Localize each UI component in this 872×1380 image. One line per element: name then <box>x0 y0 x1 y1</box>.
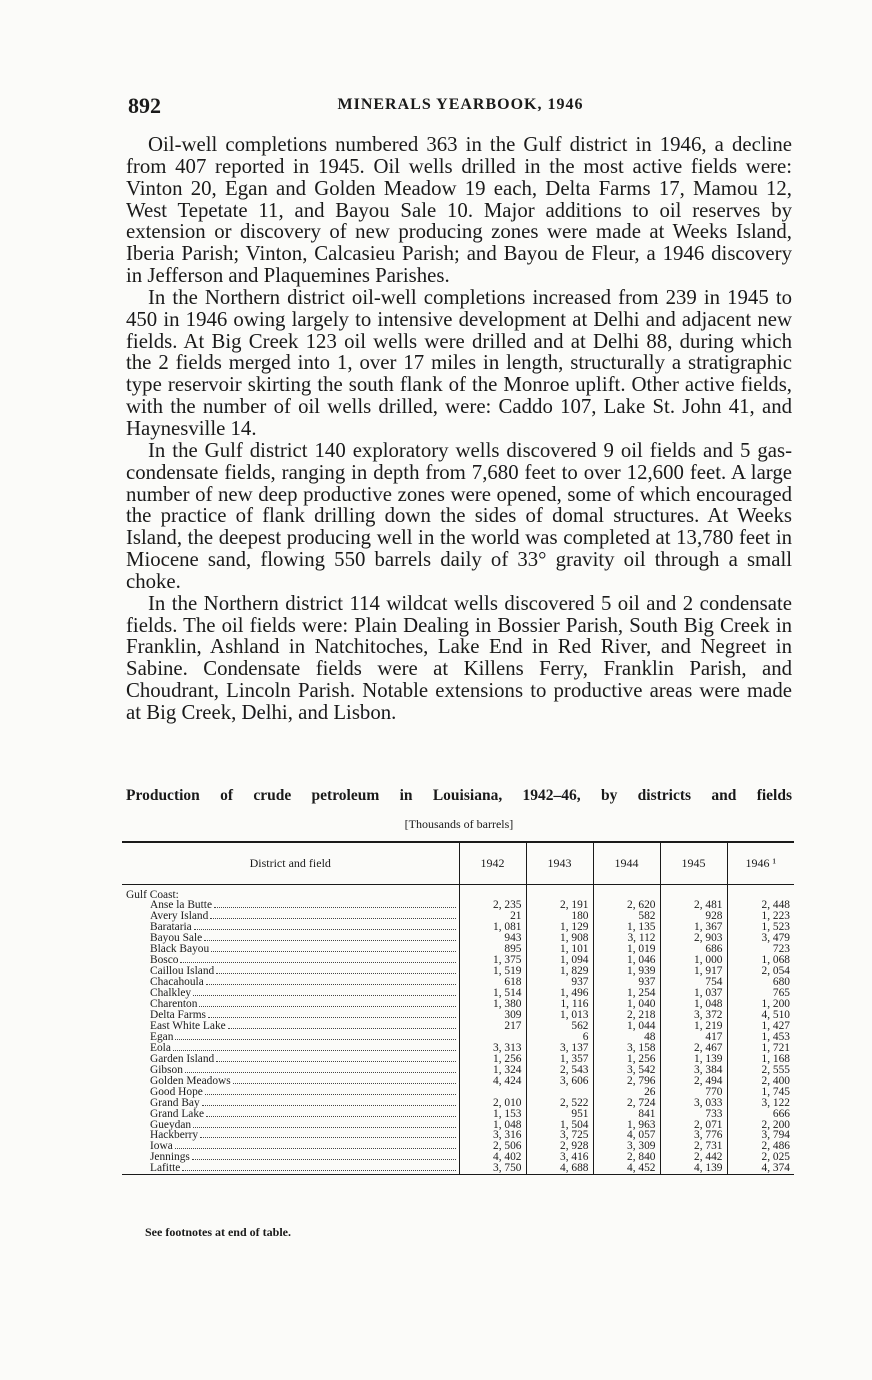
group-label: Gulf Coast: <box>126 888 179 901</box>
value-cell: 4, 139 <box>660 1163 727 1174</box>
value-cell: 2, 025 <box>727 1152 794 1163</box>
field-name: Iowa <box>150 1141 173 1153</box>
dot-leader <box>228 1028 456 1029</box>
field-name-cell <box>122 1120 459 1131</box>
field-name: Hackberry <box>150 1130 199 1142</box>
dot-leader <box>200 1137 455 1138</box>
value-cell: 765 <box>727 988 794 999</box>
value-cell: 1, 040 <box>593 999 660 1010</box>
body-text <box>126 134 792 724</box>
dot-leader <box>185 1072 456 1073</box>
value-cell: 1, 046 <box>593 955 660 966</box>
value-cell: 3, 750 <box>459 1163 526 1174</box>
field-name: Chacahoula <box>150 977 204 989</box>
value-cell: 3, 316 <box>459 1130 526 1141</box>
field-name-cell <box>122 922 459 933</box>
value-cell: 1, 256 <box>459 1054 526 1065</box>
dot-leader <box>175 1039 455 1040</box>
value-cell: 1, 116 <box>526 999 593 1010</box>
value-cell: 1, 514 <box>459 988 526 999</box>
value-cell: 6 <box>526 1032 593 1043</box>
value-cell: 2, 054 <box>727 966 794 977</box>
dot-leader <box>210 918 455 919</box>
field-name-cell <box>122 1163 459 1174</box>
field-name-cell <box>122 1130 459 1141</box>
paragraph: In the Northern district 114 wildcat wells discovered 5 oil and 2 condensate fields. The oil fields were: Plain Dealing in Bossier Parish, South Big Creek in Franklin, Ashland in Natchitoches, Lake End in Red River, and Negreet in Sabine. Condensate fields were at Killens Ferry, Franklin Parish, and Choudrant, Lincoln Parish. Notable extensions to productive areas were made at Big Creek, Delhi, and Lisbon. <box>126 591 792 724</box>
value-cell: 1, 917 <box>660 966 727 977</box>
dot-leader <box>193 1127 455 1128</box>
dot-leader <box>216 973 455 974</box>
value-cell: 618 <box>459 977 526 988</box>
value-cell: 4, 688 <box>526 1163 593 1174</box>
field-name-cell <box>122 1054 459 1065</box>
table-row <box>122 1076 794 1087</box>
field-name: Gibson <box>150 1064 183 1076</box>
dot-leader <box>194 929 456 930</box>
field-name-cell <box>122 944 459 955</box>
value-cell: 1, 427 <box>727 1021 794 1032</box>
value-cell: 2, 928 <box>526 1141 593 1152</box>
dot-leader <box>233 1083 456 1084</box>
value-cell: 841 <box>593 1109 660 1120</box>
table-row <box>122 933 794 944</box>
value-cell: 26 <box>593 1087 660 1098</box>
value-cell: 1, 013 <box>526 1010 593 1021</box>
value-cell: 1, 153 <box>459 1109 526 1120</box>
value-cell: 4, 452 <box>593 1163 660 1174</box>
value-cell: 1, 048 <box>459 1120 526 1131</box>
field-name: Black Bayou <box>150 944 210 956</box>
value-cell: 1, 101 <box>526 944 593 955</box>
value-cell: 217 <box>459 1021 526 1032</box>
value-cell: 1, 200 <box>727 999 794 1010</box>
value-cell: 4, 374 <box>727 1163 794 1174</box>
value-cell: 1, 000 <box>660 955 727 966</box>
field-name: Anse la Butte <box>150 900 213 912</box>
value-cell: 3, 309 <box>593 1141 660 1152</box>
field-name-cell <box>122 988 459 999</box>
value-cell: 1, 068 <box>727 955 794 966</box>
value-cell: 943 <box>459 933 526 944</box>
field-name-cell <box>122 1098 459 1109</box>
dot-leader <box>199 1006 455 1007</box>
value-cell: 582 <box>593 911 660 922</box>
value-cell: 937 <box>593 977 660 988</box>
table-body <box>122 884 794 1175</box>
value-cell: 1, 357 <box>526 1054 593 1065</box>
field-name: Chalkley <box>150 988 192 1000</box>
field-name-cell <box>122 1109 459 1120</box>
value-cell: 2, 442 <box>660 1152 727 1163</box>
field-name-cell <box>122 1065 459 1076</box>
field-name-cell <box>122 1152 459 1163</box>
value-cell: 686 <box>660 944 727 955</box>
dot-leader <box>180 962 455 963</box>
value-cell: 1, 129 <box>526 922 593 933</box>
field-name: Bosco <box>150 955 179 967</box>
value-cell: 309 <box>459 1010 526 1021</box>
value-cell: 680 <box>727 977 794 988</box>
value-cell: 2, 506 <box>459 1141 526 1152</box>
value-cell: 3, 033 <box>660 1098 727 1109</box>
paragraph: In the Northern district oil-well completions increased from 239 in 1945 to 450 in 1946 owing largely to intensive development at Delhi and adjacent new fields. At Big Creek 123 oil wells were drilled and at Delhi 88, during which the 2 fields merged into 1, over 17 miles in length, structurally a stratigraphic type reservoir skirting the south flank of the Monroe uplift. Other active fields, with the number of oil wells drilled, were: Caddo 107, Lake St. John 41, and Haynesville 14. <box>126 285 792 440</box>
value-cell: 2, 191 <box>526 900 593 911</box>
dot-leader <box>206 984 456 985</box>
table-row <box>122 900 794 911</box>
value-cell: 1, 963 <box>593 1120 660 1131</box>
dot-leader <box>204 940 455 941</box>
value-cell: 1, 256 <box>593 1054 660 1065</box>
value-cell: 2, 724 <box>593 1098 660 1109</box>
value-cell: 2, 010 <box>459 1098 526 1109</box>
dot-leader <box>214 907 455 908</box>
value-cell: 3, 416 <box>526 1152 593 1163</box>
field-name-cell <box>122 1076 459 1087</box>
value-cell: 2, 543 <box>526 1065 593 1076</box>
paragraph: In the Gulf district 140 exploratory wells discovered 9 oil fields and 5 gas-condensate fields, ranging in depth from 7,680 feet to over 12,600 feet. A large number of new deep productive zones were opened, some of which encouraged the practice of flank drilling down the sides of domal structures. At Weeks Island, the deepest producing well in the world was completed at 13,780 feet in Miocene sand, flowing 550 barrels daily of 33° gravity oil through a small choke. <box>126 438 792 593</box>
value-cell: 3, 384 <box>660 1065 727 1076</box>
running-title: MINERALS YEARBOOK, 1946 <box>337 96 584 113</box>
value-cell: 1, 908 <box>526 933 593 944</box>
value-cell: 3, 542 <box>593 1065 660 1076</box>
value-cell: 3, 479 <box>727 933 794 944</box>
value-cell <box>459 1087 526 1098</box>
dot-leader <box>205 1094 456 1095</box>
value-cell: 754 <box>660 977 727 988</box>
table-row <box>122 1163 794 1174</box>
value-cell: 1, 324 <box>459 1065 526 1076</box>
value-cell: 1, 019 <box>593 944 660 955</box>
value-cell: 2, 448 <box>727 900 794 911</box>
value-cell: 3, 158 <box>593 1043 660 1054</box>
value-cell: 1, 048 <box>660 999 727 1010</box>
dot-leader <box>202 1105 456 1106</box>
paragraph: Oil-well completions numbered 363 in the Gulf district in 1946, a decline from 407 reported in 1945. Oil wells drilled in the most active fields were: Vinton 20, Egan and Golden Meadow 19 each, Delta Farms 17, Mamou 12, West Tepetate 11, and Bayou Sale 10. Major additions to oil reserves by extension or discovery of new producing zones were made at Weeks Island, Iberia Parish; Vinton, Calcasieu Parish; and Bayou de Fleur, a 1946 discovery in Jefferson and Plaquemines Parishes. <box>126 133 792 288</box>
value-cell: 2, 620 <box>593 900 660 911</box>
field-name: Grand Bay <box>150 1097 200 1109</box>
field-name: Grand Lake <box>150 1108 205 1120</box>
field-name-cell <box>122 1032 459 1043</box>
value-cell: 3, 372 <box>660 1010 727 1021</box>
value-cell: 928 <box>660 911 727 922</box>
value-cell: 2, 071 <box>660 1120 727 1131</box>
value-cell: 3, 606 <box>526 1076 593 1087</box>
value-cell: 1, 367 <box>660 922 727 933</box>
value-cell: 1, 519 <box>459 966 526 977</box>
value-cell: 1, 453 <box>727 1032 794 1043</box>
value-cell: 1, 380 <box>459 999 526 1010</box>
dot-leader <box>208 1017 456 1018</box>
value-cell: 4, 510 <box>727 1010 794 1021</box>
field-name: Good Hope <box>150 1086 203 1098</box>
production-table <box>122 841 794 1175</box>
column-header: 1944 <box>593 842 660 884</box>
value-cell: 2, 555 <box>727 1065 794 1076</box>
value-cell: 1, 496 <box>526 988 593 999</box>
value-cell: 1, 139 <box>660 1054 727 1065</box>
value-cell: 1, 721 <box>727 1043 794 1054</box>
value-cell: 1, 219 <box>660 1021 727 1032</box>
field-name: Gueydan <box>150 1119 192 1131</box>
field-name: Lafitte <box>150 1163 181 1175</box>
table-row <box>122 1098 794 1109</box>
value-cell: 937 <box>526 977 593 988</box>
value-cell: 770 <box>660 1087 727 1098</box>
value-cell: 2, 218 <box>593 1010 660 1021</box>
field-name-cell <box>122 1043 459 1054</box>
value-cell: 2, 903 <box>660 933 727 944</box>
value-cell: 3, 776 <box>660 1130 727 1141</box>
column-header: 1946 ¹ <box>727 842 794 884</box>
field-name: Bayou Sale <box>150 933 203 945</box>
value-cell: 1, 939 <box>593 966 660 977</box>
field-name-cell <box>122 933 459 944</box>
value-cell: 1, 504 <box>526 1120 593 1131</box>
value-cell: 2, 400 <box>727 1076 794 1087</box>
table-row <box>122 966 794 977</box>
field-name: Eola <box>150 1042 171 1054</box>
field-name-cell <box>122 1021 459 1032</box>
field-name: Caillou Island <box>150 966 215 978</box>
value-cell: 3, 122 <box>727 1098 794 1109</box>
value-cell: 3, 112 <box>593 933 660 944</box>
page-header <box>128 93 793 119</box>
value-cell: 180 <box>526 911 593 922</box>
value-cell: 2, 467 <box>660 1043 727 1054</box>
field-name: Avery Island <box>150 911 209 923</box>
value-cell: 2, 486 <box>727 1141 794 1152</box>
dot-leader <box>211 951 455 952</box>
value-cell: 1, 081 <box>459 922 526 933</box>
dot-leader <box>216 1061 455 1062</box>
value-cell: 2, 200 <box>727 1120 794 1131</box>
table-header-row <box>122 842 794 884</box>
value-cell: 3, 313 <box>459 1043 526 1054</box>
field-name-cell <box>122 977 459 988</box>
dot-leader <box>193 995 455 996</box>
value-cell: 723 <box>727 944 794 955</box>
field-name-cell <box>122 1087 459 1098</box>
field-name: Garden Island <box>150 1053 215 1065</box>
value-cell: 2, 235 <box>459 900 526 911</box>
value-cell: 2, 731 <box>660 1141 727 1152</box>
column-header: 1945 <box>660 842 727 884</box>
value-cell: 4, 402 <box>459 1152 526 1163</box>
value-cell: 1, 094 <box>526 955 593 966</box>
value-cell: 3, 137 <box>526 1043 593 1054</box>
table-title: Production of crude petroleum in Louisiana, 1942–46, by districts and fields <box>126 787 792 804</box>
value-cell: 1, 523 <box>727 922 794 933</box>
value-cell: 2, 840 <box>593 1152 660 1163</box>
page-number: 892 <box>128 93 161 118</box>
value-cell: 3, 794 <box>727 1130 794 1141</box>
table-subtitle: [Thousands of barrels] <box>404 817 514 831</box>
value-cell: 4, 424 <box>459 1076 526 1087</box>
field-name: Barataria <box>150 922 192 934</box>
field-name: Charenton <box>150 999 198 1010</box>
value-cell: 1, 135 <box>593 922 660 933</box>
value-cell: 1, 037 <box>660 988 727 999</box>
dot-leader <box>175 1148 456 1149</box>
field-name-cell <box>122 911 459 922</box>
value-cell: 1, 375 <box>459 955 526 966</box>
field-name-cell <box>122 1010 459 1021</box>
value-cell: 2, 494 <box>660 1076 727 1087</box>
value-cell: 666 <box>727 1109 794 1120</box>
field-name: East White Lake <box>150 1020 226 1032</box>
table-footnote: See footnotes at end of table. <box>145 1225 291 1239</box>
column-header: 1942 <box>459 842 526 884</box>
value-cell: 417 <box>660 1032 727 1043</box>
field-name: Golden Meadows <box>150 1075 231 1087</box>
value-cell: 2, 522 <box>526 1098 593 1109</box>
value-cell: 1, 044 <box>593 1021 660 1032</box>
value-cell: 2, 481 <box>660 900 727 911</box>
field-name-cell <box>122 900 459 911</box>
value-cell: 733 <box>660 1109 727 1120</box>
value-cell <box>526 1087 593 1098</box>
dot-leader <box>182 1170 455 1171</box>
table-row <box>122 1087 794 1098</box>
field-name-cell <box>122 955 459 966</box>
value-cell: 48 <box>593 1032 660 1043</box>
dot-leader <box>192 1159 456 1160</box>
dot-leader <box>173 1050 456 1051</box>
value-cell: 951 <box>526 1109 593 1120</box>
value-cell: 21 <box>459 911 526 922</box>
column-header: District and field <box>122 842 459 884</box>
column-header: 1943 <box>526 842 593 884</box>
value-cell: 4, 057 <box>593 1130 660 1141</box>
field-name-cell <box>122 1141 459 1152</box>
value-cell: 1, 745 <box>727 1087 794 1098</box>
field-name-cell <box>122 966 459 977</box>
value-cell: 1, 829 <box>526 966 593 977</box>
value-cell: 1, 168 <box>727 1054 794 1065</box>
field-name: Egan <box>150 1031 174 1043</box>
field-name-cell <box>122 999 459 1010</box>
table-row <box>122 1021 794 1032</box>
field-name: Delta Farms <box>150 1009 206 1021</box>
value-cell: 3, 725 <box>526 1130 593 1141</box>
value-cell: 1, 254 <box>593 988 660 999</box>
value-cell: 2, 796 <box>593 1076 660 1087</box>
table-row <box>122 1109 794 1120</box>
value-cell: 1, 223 <box>727 911 794 922</box>
field-name: Jennings <box>150 1152 190 1164</box>
value-cell: 895 <box>459 944 526 955</box>
dot-leader <box>206 1116 455 1117</box>
value-cell: 562 <box>526 1021 593 1032</box>
